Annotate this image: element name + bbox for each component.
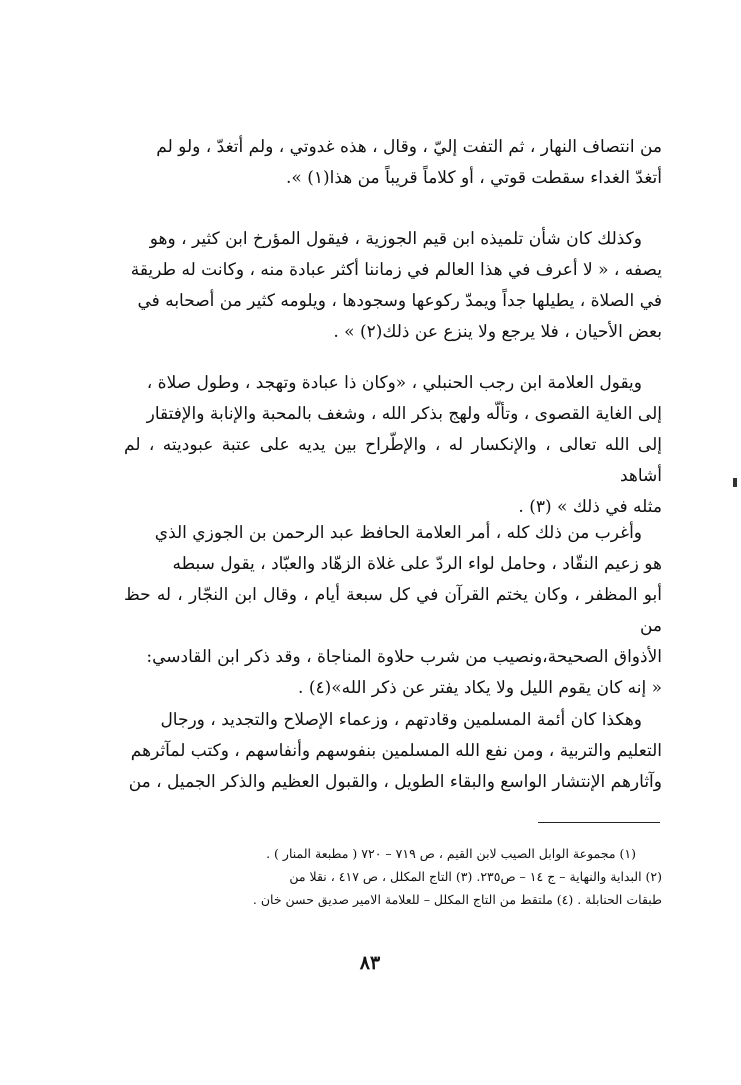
paragraph	[124, 224, 662, 348]
footnote-divider	[538, 822, 660, 823]
text-line: وكذلك كان شأن تلميذه ابن قيم الجوزية ، فيقول المؤرخ ابن كثير ، وهو	[149, 229, 642, 249]
paragraph	[124, 368, 662, 523]
text-line: وهكذا كان أئمة المسلمين وقادتهم ، وزعماء الإصلاح والتجديد ، ورجال	[160, 710, 642, 730]
text-line: إلى الله تعالى ، والإنكسار له ، والإطّراح بين يديه على عتبة عبوديته ، لم أشاهد	[124, 435, 662, 486]
footnote-line: طبقات الحنابلة . (٤) ملتقط من التاج المكلل – للعلامة الامير صديق حسن خان .	[252, 892, 662, 907]
text-line: أبو المظفر ، وكان يختم القرآن في كل سبعة أيام ، وقال ابن النجّار ، له حظ من	[124, 585, 662, 636]
text-line: وأغرب من ذلك كله ، أمر العلامة الحافظ عبد الرحمن بن الجوزي الذي	[154, 523, 642, 543]
text-line: يصفه ، « لا أعرف في هذا العالم في زماننا أكثر عبادة منه ، وكانت له طريقة	[130, 260, 662, 280]
text-line: ويقول العلامة ابن رجب الحنبلي ، «وكان ذا عبادة وتهجد ، وطول صلاة ،	[146, 373, 642, 393]
text-line: وآثارهم الإنتشار الواسع والبقاء الطويل ، والقبول العظيم والذكر الجميل ، من	[128, 772, 662, 792]
page-number: ٨٣	[359, 952, 381, 974]
footnote-line: (٢) البداية والنهاية – ج ١٤ – ص٢٣٥. (٣) التاج المكلل ، ص ٤١٧ ، نقلا من	[289, 869, 662, 884]
text-line: بعض الأحيان ، فلا يرجع ولا ينزع عن ذلك(٢) » .	[333, 322, 662, 342]
text-line: من انتصاف النهار ، ثم التفت إليّ ، وقال ، هذه غدوتي ، ولم أتغدّ ، ولو لم	[156, 137, 662, 157]
text-line: مثله في ذلك » (٣) .	[518, 497, 662, 517]
text-line: الأذواق الصحيحة،ونصيب من شرب حلاوة المناجاة ، وقد ذكر ابن القادسي:	[146, 647, 662, 667]
paragraph	[124, 705, 662, 798]
footnote-line: (١) مجموعة الوابل الصيب لابن القيم ، ص ٧١٩ – ٧٢٠ ( مطبعة المنار ) .	[266, 846, 636, 861]
footnotes	[124, 842, 662, 911]
paragraph	[124, 518, 662, 704]
text-line: التعليم والتربية ، ومن نفع الله المسلمين بنفوسهم وأنفاسهم ، وكتب لمآثرهم	[130, 741, 662, 761]
text-line: إلى الغاية القصوى ، وتألّه ولهج بذكر الله ، وشغف بالمحبة والإنابة والإفتقار	[146, 404, 662, 424]
scan-mark	[733, 478, 737, 487]
paragraph	[124, 132, 662, 194]
text-line: أتغدّ الغداء سقطت قوتي ، أو كلاماً قريباً من هذا(١) ».	[285, 168, 662, 188]
text-line: في الصلاة ، يطيلها جداً ويمدّ ركوعها وسجودها ، ويلومه كثير من أصحابه في	[137, 291, 662, 311]
text-line: « إنه كان يقوم الليل ولا يكاد يفتر عن ذكر الله»(٤) .	[298, 678, 662, 698]
text-line: هو زعيم النقّاد ، وحامل لواء الردّ على غلاة الزهّاد والعبّاد ، يقول سبطه	[172, 554, 662, 574]
